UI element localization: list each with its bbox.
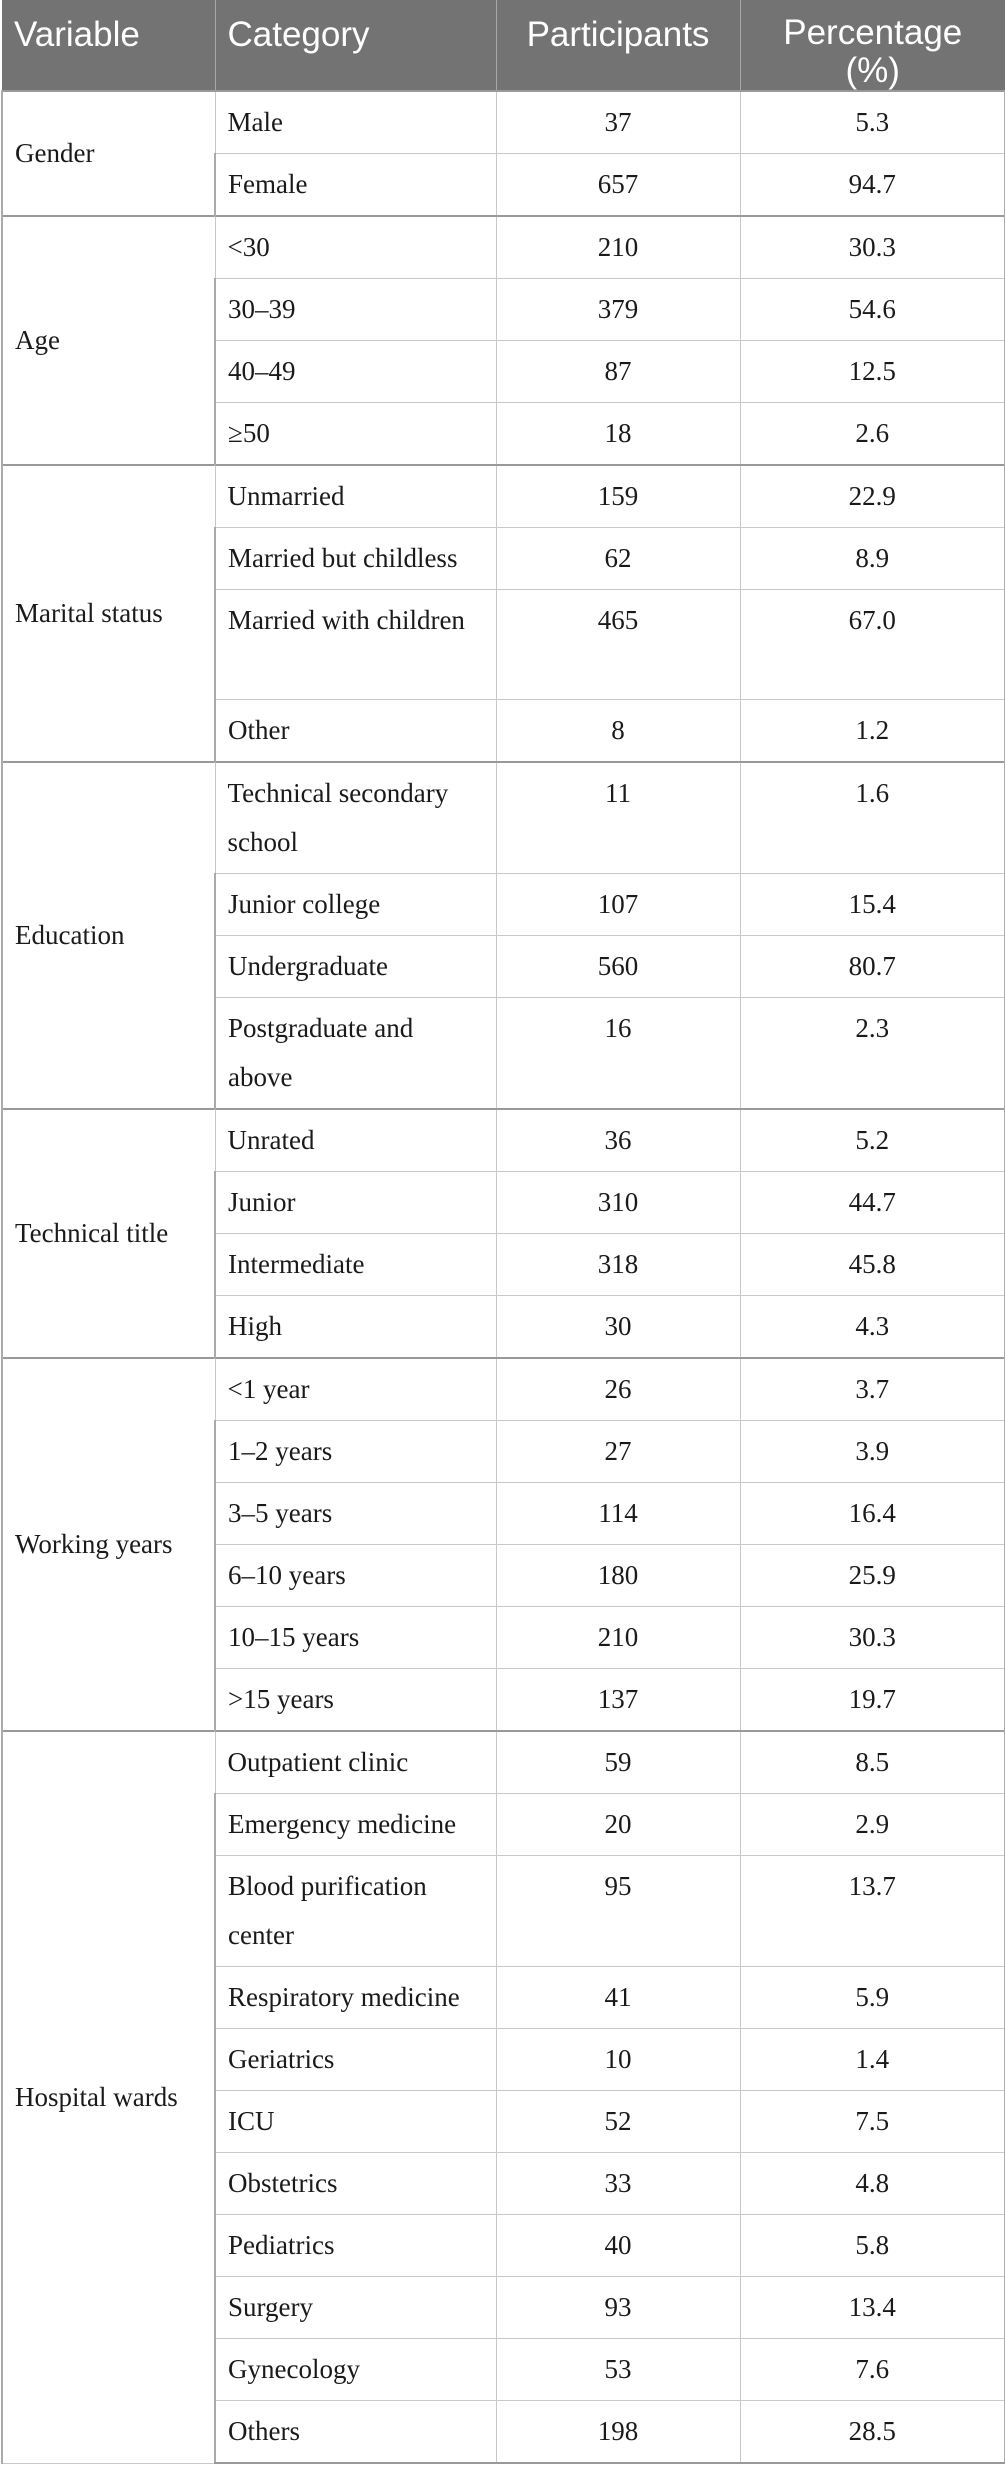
percentage-cell: 3.7 [740, 1358, 1005, 1421]
category-cell: Undergraduate [215, 936, 496, 998]
percentage-cell: 7.6 [740, 2339, 1005, 2401]
variable-cell: Technical title [2, 1109, 215, 1358]
participants-cell: 93 [496, 2277, 740, 2339]
percentage-cell: 3.9 [740, 1421, 1005, 1483]
category-cell: ICU [215, 2091, 496, 2153]
category-cell: Postgraduate and above [215, 998, 496, 1110]
table-row [2, 1109, 1005, 1172]
variable-cell: Marital status [2, 465, 215, 762]
category-cell: Geriatrics [215, 2029, 496, 2091]
participants-cell: 30 [496, 1296, 740, 1359]
category-cell: 10–15 years [215, 1607, 496, 1669]
participants-cell: 657 [496, 154, 740, 217]
variable-cell: Education [2, 762, 215, 1109]
participants-cell: 26 [496, 1358, 740, 1421]
participants-cell: 36 [496, 1109, 740, 1172]
category-cell: 40–49 [215, 341, 496, 403]
percentage-cell: 54.6 [740, 279, 1005, 341]
category-cell: 30–39 [215, 279, 496, 341]
percentage-cell: 94.7 [740, 154, 1005, 217]
participants-cell: 465 [496, 590, 740, 700]
participants-cell: 53 [496, 2339, 740, 2401]
participants-cell: 318 [496, 1234, 740, 1296]
table-row [2, 762, 1005, 874]
percentage-cell: 22.9 [740, 465, 1005, 528]
percentage-cell: 30.3 [740, 1607, 1005, 1669]
category-cell: Surgery [215, 2277, 496, 2339]
percentage-cell: 45.8 [740, 1234, 1005, 1296]
participants-cell: 20 [496, 1794, 740, 1856]
participants-cell: 210 [496, 1607, 740, 1669]
header-category: Category [215, 0, 496, 91]
variable-cell: Hospital wards [2, 1731, 215, 2463]
percentage-cell: 25.9 [740, 1545, 1005, 1607]
percentage-cell: 2.3 [740, 998, 1005, 1110]
category-cell: Blood purification center [215, 1856, 496, 1967]
participants-cell: 180 [496, 1545, 740, 1607]
table-row [2, 91, 1005, 154]
participants-table [1, 0, 1005, 2464]
percentage-cell: 2.9 [740, 1794, 1005, 1856]
participants-cell: 198 [496, 2401, 740, 2464]
percentage-cell: 12.5 [740, 341, 1005, 403]
percentage-cell: 4.3 [740, 1296, 1005, 1359]
header-percentage-line1: Percentage [783, 13, 963, 52]
participants-cell: 310 [496, 1172, 740, 1234]
percentage-cell: 1.2 [740, 700, 1005, 763]
category-cell: Intermediate [215, 1234, 496, 1296]
table-row [2, 1731, 1005, 1794]
percentage-cell: 15.4 [740, 874, 1005, 936]
category-cell: <30 [215, 216, 496, 279]
participants-cell: 40 [496, 2215, 740, 2277]
variable-cell: Working years [2, 1358, 215, 1731]
participants-cell: 87 [496, 341, 740, 403]
participants-cell: 41 [496, 1967, 740, 2029]
percentage-cell: 8.9 [740, 528, 1005, 590]
category-cell: Married but childless [215, 528, 496, 590]
participants-cell: 114 [496, 1483, 740, 1545]
percentage-cell: 13.7 [740, 1856, 1005, 1967]
participants-cell: 159 [496, 465, 740, 528]
category-cell: Junior [215, 1172, 496, 1234]
participants-cell: 59 [496, 1731, 740, 1794]
percentage-cell: 19.7 [740, 1669, 1005, 1732]
participants-cell: 10 [496, 2029, 740, 2091]
category-cell: 1–2 years [215, 1421, 496, 1483]
percentage-cell: 5.2 [740, 1109, 1005, 1172]
participants-cell: 52 [496, 2091, 740, 2153]
participants-cell: 18 [496, 403, 740, 466]
category-cell: 6–10 years [215, 1545, 496, 1607]
percentage-cell: 5.8 [740, 2215, 1005, 2277]
category-cell: ≥50 [215, 403, 496, 466]
category-cell: Emergency medicine [215, 1794, 496, 1856]
percentage-cell: 8.5 [740, 1731, 1005, 1794]
participants-cell: 95 [496, 1856, 740, 1967]
header-percentage-line2: (%) [845, 51, 900, 90]
percentage-cell: 7.5 [740, 2091, 1005, 2153]
table-body [2, 91, 1005, 2463]
header-row [2, 0, 1005, 91]
table-row [2, 1358, 1005, 1421]
participants-cell: 107 [496, 874, 740, 936]
participants-cell: 16 [496, 998, 740, 1110]
variable-cell: Gender [2, 91, 215, 216]
participants-cell: 8 [496, 700, 740, 763]
category-cell: Other [215, 700, 496, 763]
participants-cell: 27 [496, 1421, 740, 1483]
header-participants: Participants [496, 0, 740, 91]
percentage-cell: 28.5 [740, 2401, 1005, 2464]
participants-cell: 11 [496, 762, 740, 874]
participants-cell: 37 [496, 91, 740, 154]
category-cell: 3–5 years [215, 1483, 496, 1545]
percentage-cell: 5.9 [740, 1967, 1005, 2029]
percentage-cell: 4.8 [740, 2153, 1005, 2215]
category-cell: Gynecology [215, 2339, 496, 2401]
category-cell: High [215, 1296, 496, 1359]
percentage-cell: 5.3 [740, 91, 1005, 154]
percentage-cell: 30.3 [740, 216, 1005, 279]
category-cell: Unrated [215, 1109, 496, 1172]
category-cell: Outpatient clinic [215, 1731, 496, 1794]
variable-cell: Age [2, 216, 215, 465]
percentage-cell: 80.7 [740, 936, 1005, 998]
category-cell: <1 year [215, 1358, 496, 1421]
category-cell: Obstetrics [215, 2153, 496, 2215]
table-row [2, 216, 1005, 279]
participants-cell: 379 [496, 279, 740, 341]
category-cell: Junior college [215, 874, 496, 936]
participants-cell: 210 [496, 216, 740, 279]
participants-cell: 62 [496, 528, 740, 590]
percentage-cell: 1.4 [740, 2029, 1005, 2091]
category-cell: Married with children [215, 590, 496, 700]
percentage-cell: 2.6 [740, 403, 1005, 466]
header-variable: Variable [2, 0, 215, 91]
percentage-cell: 44.7 [740, 1172, 1005, 1234]
participants-cell: 33 [496, 2153, 740, 2215]
table-row [2, 465, 1005, 528]
category-cell: Pediatrics [215, 2215, 496, 2277]
percentage-cell: 13.4 [740, 2277, 1005, 2339]
participants-cell: 560 [496, 936, 740, 998]
percentage-cell: 67.0 [740, 590, 1005, 700]
category-cell: >15 years [215, 1669, 496, 1732]
category-cell: Respiratory medicine [215, 1967, 496, 2029]
category-cell: Female [215, 154, 496, 217]
percentage-cell: 16.4 [740, 1483, 1005, 1545]
percentage-cell: 1.6 [740, 762, 1005, 874]
table-header [2, 0, 1005, 91]
category-cell: Male [215, 91, 496, 154]
category-cell: Technical secondary school [215, 762, 496, 874]
participants-cell: 137 [496, 1669, 740, 1732]
category-cell: Others [215, 2401, 496, 2464]
category-cell: Unmarried [215, 465, 496, 528]
header-percentage [740, 0, 1005, 91]
